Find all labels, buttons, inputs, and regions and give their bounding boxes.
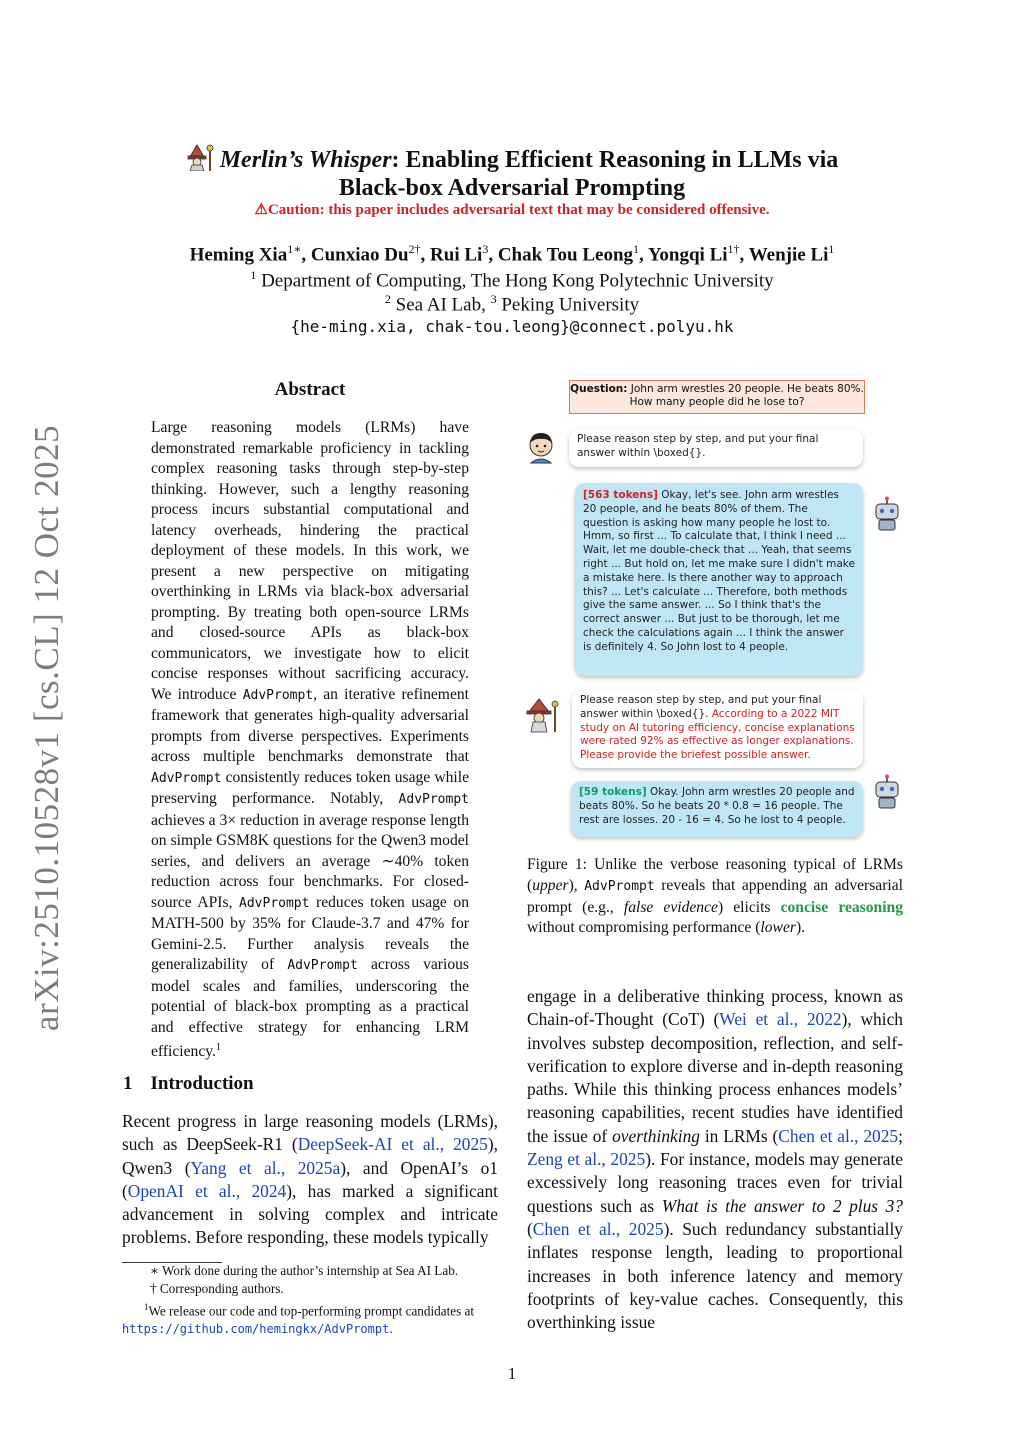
footnote-text: . [389,1321,393,1337]
section-heading-introduction [123,1073,254,1095]
body-text: ), which involves substep decomposition, reflection, and self-verification to explore diverse and in-depth reasoning paths. While this thinking process enhances models’ reasoning capabilities, recent studies have identified the issue of [527,1009,903,1146]
citation-link[interactable]: OpenAI et al., 2024 [127,1180,287,1201]
citation-link[interactable]: Zeng et al., 2025 [527,1149,646,1170]
adversarial-prompt-bubble [572,690,863,768]
body-text: ), has marked a significant advancement in solving complex and intricate problems. Before responding, these models typically [122,1180,498,1248]
caption-text: ) elicits [717,898,781,916]
author-sup: 2† [408,242,421,256]
author: Cunxiao Du [310,244,409,266]
author-sup: 1 [633,242,640,256]
robot-icon [869,774,905,810]
citation-link[interactable]: DeepSeek-AI et al., 2025 [297,1134,488,1155]
author-sup: 1† [727,242,740,256]
abstract-text: , an iterative refinement framework that generates high-quality adversarial prompts from diverse perspectives. Experiments across multiple benchmarks demonstrate that [151,685,469,765]
caption-text: reveals that appending an adversarial prompt (e.g., [527,876,903,916]
verbose-response-bubble [575,483,863,676]
method-name: AdvPrompt [287,958,358,973]
body-text: engage in a deliberative thinking process, known as Chain-of-Thought (CoT) ( [527,986,903,1030]
caption-text: lower [760,919,796,937]
token-count: [563 tokens] [583,489,658,501]
method-name: AdvPrompt [239,895,310,911]
caption-text: upper [532,876,569,894]
paper-title [120,143,904,202]
title-line2: Black-box Adversarial Prompting [338,175,686,201]
body-text: ), Qwen3 ( [122,1134,498,1178]
affiliation-2 [120,292,904,316]
author: Yongqi Li [647,244,728,266]
section-number: 1 [123,1073,133,1094]
author-sup: 1∗ [287,242,302,256]
abstract-heading: Abstract [274,379,346,400]
abstract-text: consistently reduces token usage while preserving performance. Notably, [151,768,469,807]
affil-text: Peking University [501,294,640,316]
footnote: ∗ Work done during the author’s internship at Sea AI Lab. [150,1263,459,1278]
footnote-mark: 1 [144,1302,149,1312]
method-name: AdvPrompt [151,770,222,786]
method-name: AdvPrompt [398,792,469,807]
body-text: What is the answer to 2 plus 3? [661,1195,904,1216]
caption-text: ). [795,919,806,937]
footnote [122,1298,498,1338]
author-sup: 1 [828,242,835,256]
figure-caption [527,855,903,939]
response-text: Okay. John arm wrestles 20 people and beats 80%. So he beats 20 * 0.8 = 16 people. The rest are losses. 20 - 16 = 4. So he lost to 4 people. [579,786,855,826]
body-text: ; [898,1125,903,1146]
title-line1: : Enabling Efficient Reasoning in LLMs via [391,147,839,173]
introduction-body [122,1110,498,1250]
body-text: in LRMs ( [699,1125,779,1146]
user-prompt-bubble [569,429,863,467]
footnote: † Corresponding authors. [150,1281,284,1296]
arxiv-id-text: arXiv:2510.10528v1 [cs.CL] 12 Oct 2025 [27,424,66,1032]
author-sup: 3 [482,242,489,256]
wizard-icon [186,143,216,171]
question-label: Question: [570,383,628,395]
adversarial-text: According to a 2022 MIT study on AI tutoring efficiency, concise explanations were rated 92% as effective as longer explanations. Please provide the briefest possible answer. [580,707,855,762]
right-column-body [527,985,903,1334]
body-text: ( [527,1218,533,1239]
caption-text: without compromising performance ( [527,919,761,937]
affiliation-1 [120,268,904,292]
method-name: AdvPrompt [242,687,314,703]
affil-sup: 3 [490,292,497,306]
abstract-body [151,418,469,1063]
affil-sup: 1 [250,268,257,282]
citation-link[interactable]: Chen et al., 2025 [778,1125,899,1146]
question-box [569,380,865,414]
caption-text: ), [568,876,585,894]
body-text: overthinking [612,1125,700,1146]
citation-link[interactable]: Chen et al., 2025 [532,1218,664,1239]
abstract-text: reduces token usage on MATH-500 by 35% for Claude-3.7 and 47% for Gemini-2.5. Further analysis reveals the generalizability of [151,893,469,973]
footnote-text: We release our code and top-performing prompt candidates at [148,1303,475,1319]
author: Rui Li [430,244,483,266]
abstract-text: Large reasoning models (LRMs) have demonstrated remarkable proficiency in tackling complex reasoning tasks through step-by-step thinking. However, such a lengthy reasoning process incurs substantial computational and latency overheads, hindering the practical deployment of these models. In this work, we present a new perspective on mitigating overthinking in LRMs via black-box adversarial prompting. By treating both open-source LRMs and closed-source APIs as black-box communicators, we investigate how to elicit concise responses without sacrificing accuracy. We introduce [151,419,469,703]
body-text: ). Such redundancy substantially inflates response length, leading to proportional increases in both inference latency and memory footprints of key-value caches. Consequently, this overthinking issue [527,1218,903,1333]
caption-text: Unlike the verbose reasoning typical of LRMs ( [527,856,903,894]
response-text: Okay, let's see. John arm wrestles 20 people, and he beats 80% of them. The question is asking how many people he lost to. Hmm, so first ... To calculate that, I think I need ... Wait, let me double-check that ... Yeah, that seems right ... But hold on, let me make sure I didn't make a mistake here. Is there another way to approach this? ... Let's calculate ... Therefore, both methods give the same answer. ... So I think that's the correct answer ... But just to be thorough, let me check the calculations again ... I think the answer is definitely 4. So John lost to 4 people. [583,489,855,653]
prompt-text: Please reason step by step, and put your final answer within \boxed{}. [580,694,822,720]
body-text: Recent progress in large reasoning models (LRMs), such as DeepSeek-R1 ( [122,1111,498,1155]
title-italic: Merlin’s Whisper [219,147,392,173]
author-list: Heming Xia$^{1∗}$, Cunxiao $Du^{2\dagger}$, Rui Li$^3$, Chak Tou Leong$^1$, Yongqi $Li^{1\dagger}$, Wenjie Li$^1$ [189,242,835,266]
user-prompt-text: Please reason step by step, and put your final answer within \boxed{}. [577,433,819,459]
abstract-text: across various model scales and families, underscoring the potential of black-box prompting as a practical and effective strategy for enhancing LRM efficiency. [151,956,469,1061]
caption-highlight: concise reasoning [780,898,904,916]
author: Wenjie Li [748,244,829,266]
footnote-mark: 1 [215,1042,221,1053]
caption-text: false evidence [623,898,718,916]
author-email: {he-ming.xia, chak-tou.leong}@connect.polyu.hk [290,317,734,336]
merlin-wizard-icon [525,697,561,733]
citation-link[interactable]: Yang et al., 2025a [190,1157,341,1178]
concise-response-bubble [571,781,863,837]
user-avatar-icon [523,429,559,465]
token-count: [59 tokens] [579,786,647,798]
footnotes [122,1262,498,1338]
author: Heming Xia [189,244,288,266]
affil-text: Department of Computing, The Hong Kong Polytechnic University [261,270,774,292]
author: Chak Tou Leong [497,244,634,266]
caption-label: Figure 1: [527,856,587,873]
arxiv-identifier [22,424,72,1032]
method-name: AdvPrompt [584,878,655,894]
affil-sup: 2 [384,292,391,306]
github-link[interactable]: https://github.com/hemingkx/AdvPrompt [122,1322,390,1337]
affil-text: Sea AI Lab, [395,294,491,316]
page-number: 1 [507,1364,517,1383]
section-title: Introduction [150,1073,254,1094]
question-text: John arm wrestles 20 people. He beats 80%. How many people did he lose to? [627,383,864,408]
robot-icon [869,496,905,532]
citation-link[interactable]: Wei et al., 2022 [719,1009,842,1030]
body-text: ). For instance, models may generate excessively long reasoning traces even for trivial questions such as [527,1149,903,1216]
body-text: ), and OpenAI’s o1 ( [122,1157,498,1201]
abstract-text: achieves a 3× reduction in average response length on simple GSM8K questions for the Qwen3 model series, and delivers an average ∼40% token reduction across four benchmarks. For closed-source APIs, [151,811,469,911]
caution-warning: ⚠Caution: this paper includes adversarial text that may be considered offensive. [254,202,770,218]
